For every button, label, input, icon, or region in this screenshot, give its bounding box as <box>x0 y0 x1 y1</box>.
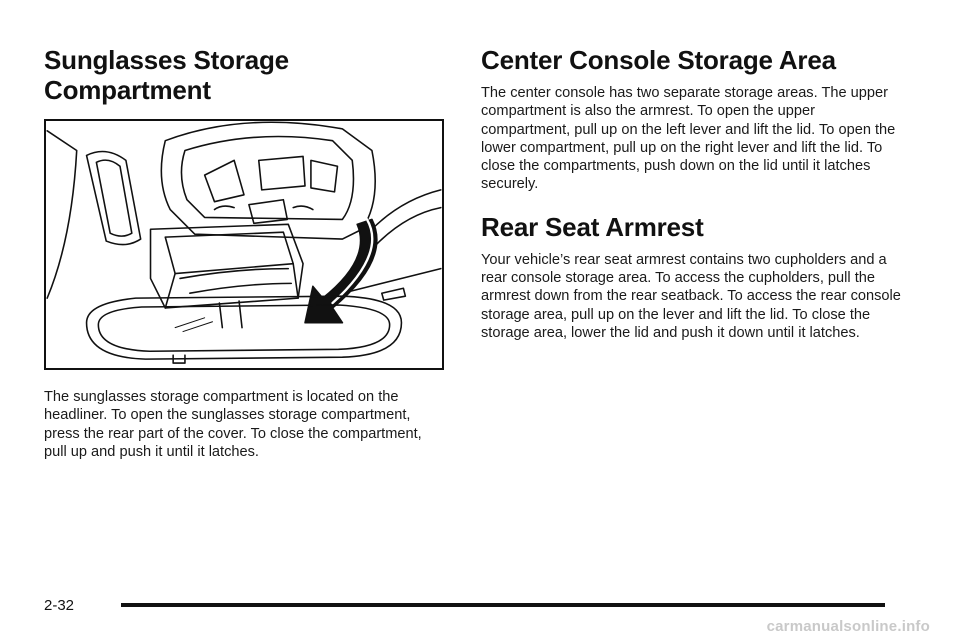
rear-seat-armrest-heading: Rear Seat Armrest <box>481 211 704 242</box>
rear-seat-armrest-paragraph: Your vehicle’s rear seat armrest contains two cupholders and a rear console storage area. To access the cupholders, pull the armrest down from the rear seatback. To access the rear console storage area, pull up on the lever and lift the lid. To close the storage area, lower the lid and push it down until it latches. <box>481 251 901 341</box>
center-console-paragraph: The center console has two separate storage areas. The upper compartment is also the armrest. To open the upper compartment, pull up on the left lever and lift the lid. To open the lower compartment, pull up on the right lever and lift the lid. To close the compartments, push down on the lid until it latches securely. <box>481 85 896 193</box>
page-number: 2-32 <box>44 597 75 614</box>
footer-rule <box>121 603 885 607</box>
left-column <box>44 0 448 461</box>
sunglasses-compartment-illustration <box>44 119 444 370</box>
sunglasses-heading: Sunglasses Storage Compartment <box>44 45 289 105</box>
sunglasses-paragraph: The sunglasses storage compartment is located on the headliner. To open the sunglasses storage compartment, press the rear part of the cover. To close the compartment, pull up and push it until it latches. <box>44 389 422 460</box>
watermark: carmanualsonline.info <box>766 618 930 635</box>
right-column <box>481 0 901 342</box>
center-console-heading: Center Console Storage Area <box>481 45 836 75</box>
